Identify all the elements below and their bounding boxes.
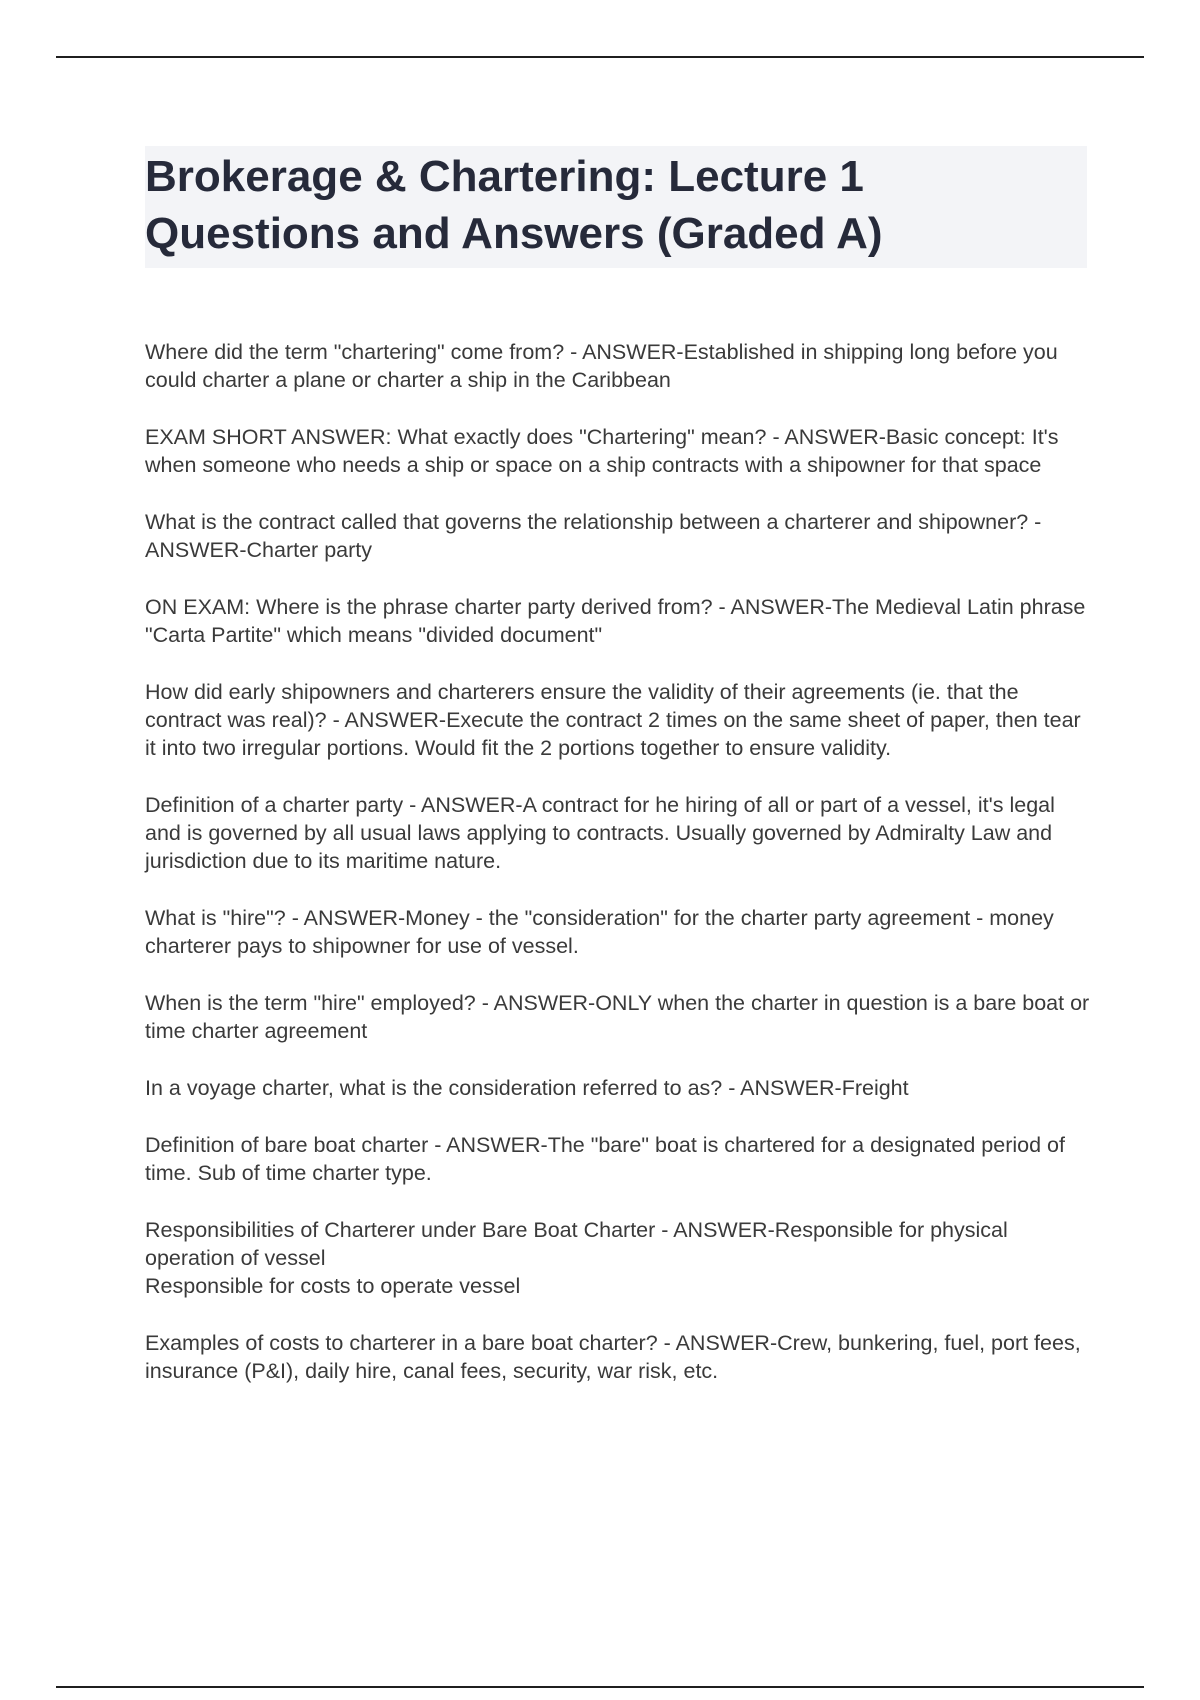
qa-item-7: What is "hire"? - ANSWER-Money - the "consideration" for the charter party agreement - money charterer pays to shipowner for use of vessel. — [145, 906, 1054, 958]
document-title: Brokerage & Chartering: Lecture 1 Questions and Answers (Graded A) — [145, 152, 883, 258]
qa-item-6: Definition of a charter party - ANSWER-A contract for he hiring of all or part of a vessel, it's legal and is governed by all usual laws applying to contracts. Usually governed by Admiralty Law and jurisdiction due to its maritime nature. — [145, 793, 1055, 873]
qa-item-10: Definition of bare boat charter - ANSWER-The "bare" boat is chartered for a designated period of time. Sub of time charter type. — [145, 1133, 1065, 1185]
qa-item-9: In a voyage charter, what is the consideration referred to as? - ANSWER-Freight — [145, 1076, 909, 1100]
qa-item-8: When is the term "hire" employed? - ANSWER-ONLY when the charter in question is a bare boat or time charter agreement — [145, 991, 1090, 1043]
qa-item-3: What is the contract called that governs the relationship between a charterer and shipowner? - ANSWER-Charter party — [145, 510, 1042, 562]
top-rule — [56, 56, 1144, 58]
bottom-rule — [56, 1686, 1144, 1688]
title-block — [145, 146, 1087, 268]
qa-item-5: How did early shipowners and charterers ensure the validity of their agreements (ie. that the contract was real)? - ANSWER-Execute the contract 2 times on the same sheet of paper, then tear it into two irregular portions. Would fit the 2 portions together to ensure validity. — [145, 680, 1081, 760]
qa-item-1: Where did the term "chartering" come from? - ANSWER-Established in shipping long before you could charter a plane or charter a ship in the Caribbean — [145, 340, 1058, 392]
qa-item-2: EXAM SHORT ANSWER: What exactly does "Chartering" mean? - ANSWER-Basic concept: It's when someone who needs a ship or space on a ship contracts with a shipowner for that space — [145, 425, 1059, 477]
qa-item-11: Responsibilities of Charterer under Bare Boat Charter - ANSWER-Responsible for physical operation of vessel Responsible for costs to operate vessel — [145, 1218, 1008, 1298]
qa-list — [145, 338, 1095, 1414]
qa-item-4: ON EXAM: Where is the phrase charter party derived from? - ANSWER-The Medieval Latin phrase "Carta Partite" which means "divided document" — [145, 595, 1086, 647]
qa-item-12: Examples of costs to charterer in a bare boat charter? - ANSWER-Crew, bunkering, fuel, port fees, insurance (P&I), daily hire, canal fees, security, war risk, etc. — [145, 1331, 1081, 1383]
